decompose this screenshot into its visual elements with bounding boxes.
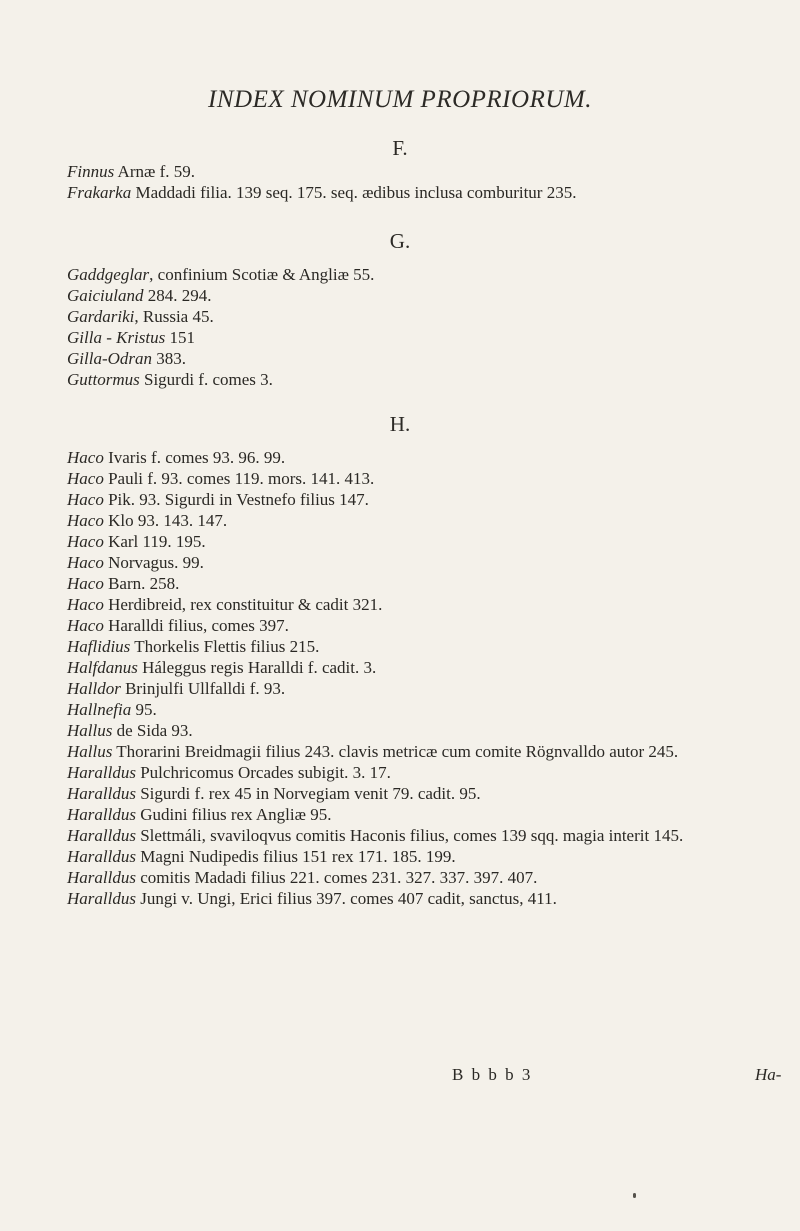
entry-name: Haralldus (67, 784, 136, 803)
entry-text: Pauli f. 93. comes 119. mors. 141. 413. (108, 469, 375, 488)
entry-text: Slettmáli, svaviloqvus comitis Haconis filius, comes 139 sqq. magia interit 145. (140, 826, 684, 845)
index-entry (67, 264, 779, 285)
entry-text: Norvagus. 99. (108, 553, 204, 572)
entry-name: Haco (67, 448, 104, 467)
entry-name: Gaddgeglar (67, 265, 150, 284)
index-entry (67, 348, 779, 369)
index-entry (67, 369, 779, 390)
entry-text: Magni Nudipedis filius 151 rex 171. 185. 199. (140, 847, 456, 866)
index-entry (67, 804, 779, 825)
entry-text: Háleggus regis Haralldi f. cadit. 3. (142, 658, 377, 677)
index-entry (67, 552, 779, 573)
index-entry (67, 741, 779, 762)
index-entry (67, 846, 779, 867)
index-entry (67, 489, 779, 510)
entry-name: Gaiciuland (67, 286, 144, 305)
entry-name: Haralldus (67, 763, 136, 782)
index-entry (67, 468, 779, 489)
index-entry (67, 447, 779, 468)
entry-text: Brinjulfi Ullfalldi f. 93. (125, 679, 286, 698)
index-entry (67, 182, 779, 203)
entry-name: Haco (67, 616, 104, 635)
section-f-entries (67, 161, 779, 203)
index-entry (67, 510, 779, 531)
entry-name: Haco (67, 595, 104, 614)
index-entry (67, 615, 779, 636)
section-g-entries (67, 264, 779, 390)
entry-text: Barn. 258. (108, 574, 180, 593)
entry-text: comitis Madadi filius 221. comes 231. 327. 337. 397. 407. (140, 868, 538, 887)
entry-name: Gilla-Odran (67, 349, 152, 368)
entry-name: Haco (67, 469, 104, 488)
entry-name: Halldor (67, 679, 121, 698)
index-entry (67, 657, 779, 678)
entry-name: Haralldus (67, 805, 136, 824)
signature-mark: B b b b 3 (452, 1065, 533, 1084)
section-letter-f: F. (392, 136, 408, 160)
index-entry (67, 306, 779, 327)
entry-text: 151 (169, 328, 195, 347)
index-entry (67, 783, 779, 804)
entry-text: Klo 93. 143. 147. (108, 511, 228, 530)
index-entry (67, 636, 779, 657)
entry-name: Hallus (67, 721, 113, 740)
entry-text: Pulchricomus Orcades subigit. 3. 17. (140, 763, 391, 782)
index-entry (67, 888, 779, 909)
entry-text: Thorarini Breidmagii filius 243. clavis metricæ cum comite Rögnvalldo autor 245. (116, 742, 679, 761)
index-entry (67, 285, 779, 306)
entry-text: Ivaris f. comes 93. 96. 99. (108, 448, 286, 467)
entry-name: Haco (67, 553, 104, 572)
index-entry (67, 720, 779, 741)
entry-name: Gardariki (67, 307, 135, 326)
index-entry (67, 573, 779, 594)
entry-text: Karl 119. 195. (108, 532, 206, 551)
entry-name: Gilla - Kristus (67, 328, 166, 347)
entry-text: Arnæ f. 59. (117, 162, 195, 181)
entry-text: Maddadi filia. 139 seq. 175. seq. ædibus inclusa comburitur 235. (135, 183, 577, 202)
ink-speck (633, 1193, 636, 1198)
entry-text: Haralldi filius, comes 397. (108, 616, 289, 635)
index-entry (67, 762, 779, 783)
entry-text: de Sida 93. (116, 721, 193, 740)
entry-name: Haco (67, 490, 104, 509)
index-entry (67, 327, 779, 348)
index-entry (67, 531, 779, 552)
entry-text: 95. (135, 700, 157, 719)
section-h-entries (67, 447, 779, 909)
catchword: Ha- (755, 1065, 782, 1084)
entry-name: Haflidius (67, 637, 131, 656)
entry-text: 284. 294. (147, 286, 212, 305)
entry-text: Sigurdi f. rex 45 in Norvegiam venit 79. cadit. 95. (140, 784, 481, 803)
index-entry (67, 678, 779, 699)
section-letter-g: G. (389, 229, 411, 253)
entry-name: Haralldus (67, 847, 136, 866)
entry-text: Jungi v. Ungi, Erici filius 397. comes 407 cadit, sanctus, 411. (140, 889, 557, 908)
entry-text: Pik. 93. Sigurdi in Vestnefo filius 147. (108, 490, 369, 509)
entry-name: Haralldus (67, 889, 136, 908)
entry-text: Herdibreid, rex constituitur & cadit 321. (108, 595, 383, 614)
entry-name: Haralldus (67, 868, 136, 887)
entry-text: , Russia 45. (134, 307, 214, 326)
entry-name: Finnus (67, 162, 115, 181)
section-letter-h: H. (389, 412, 411, 436)
index-entry (67, 867, 779, 888)
entry-name: Frakarka (67, 183, 132, 202)
entry-name: Haco (67, 574, 104, 593)
running-head: INDEX NOMINUM PROPRIORUM. (208, 86, 592, 113)
index-entry (67, 699, 779, 720)
entry-name: Hallus (67, 742, 113, 761)
entry-name: Hallnefia (67, 700, 132, 719)
entry-text: , confinium Scotiæ & Angliæ 55. (149, 265, 375, 284)
entry-name: Guttormus (67, 370, 140, 389)
entry-name: Haco (67, 532, 104, 551)
entry-name: Haralldus (67, 826, 136, 845)
entry-text: Gudini filius rex Angliæ 95. (140, 805, 332, 824)
index-entry (67, 825, 779, 846)
entry-text: 383. (156, 349, 186, 368)
index-entry (67, 594, 779, 615)
entry-name: Halfdanus (67, 658, 138, 677)
index-entry (67, 161, 779, 182)
entry-text: Thorkelis Flettis filius 215. (134, 637, 320, 656)
entry-text: Sigurdi f. comes 3. (143, 370, 273, 389)
entry-name: Haco (67, 511, 104, 530)
